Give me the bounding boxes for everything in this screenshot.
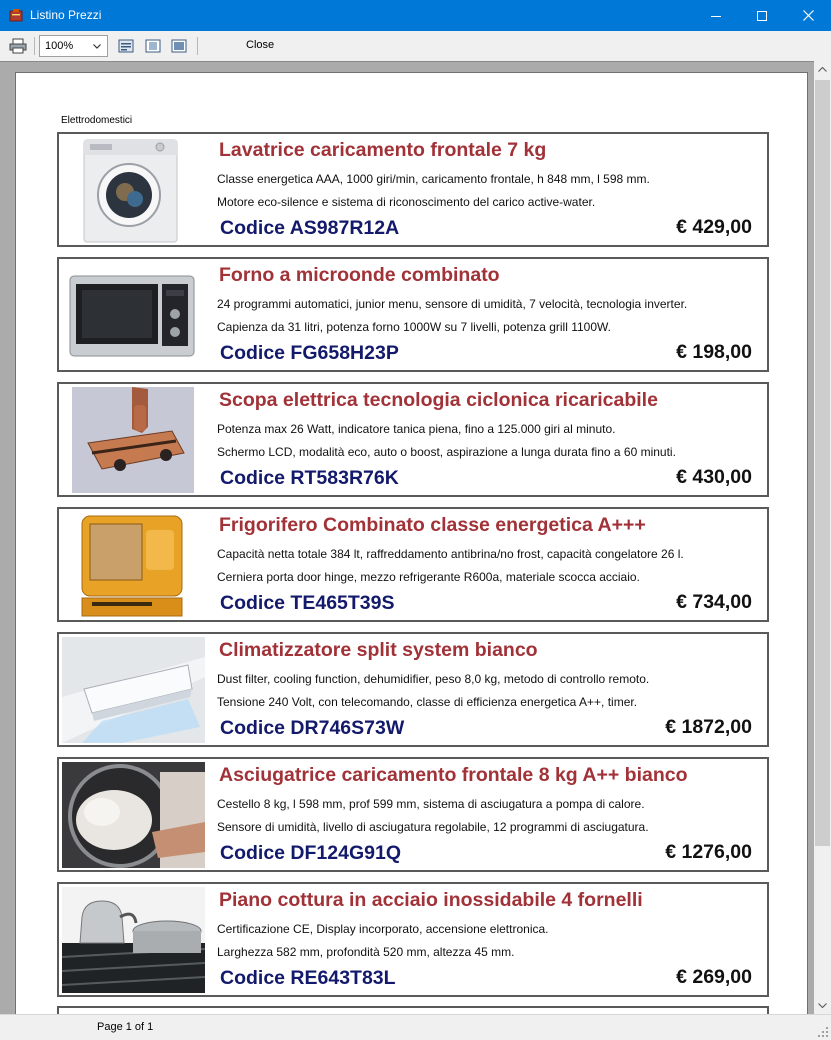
product-description: Schermo LCD, modalità eco, auto o boost, aspirazione a lunga durata fino a 60 minuti. [217, 445, 676, 459]
maximize-button[interactable] [739, 0, 785, 31]
chevron-down-icon [818, 1003, 827, 1008]
print-icon [9, 38, 27, 54]
washing-machine-image [62, 137, 205, 243]
product-price: € 198,00 [676, 341, 752, 363]
single-page-icon [145, 39, 161, 53]
product-name: Asciugatrice caricamento frontale 8 kg A++ bianco [219, 764, 688, 786]
window-title: Listino Prezzi [30, 8, 102, 22]
maximize-icon [757, 11, 767, 21]
product-price: € 1872,00 [665, 716, 752, 738]
product-description: Tensione 240 Volt, con telecomando, classe di efficienza energetica A++, timer. [217, 695, 638, 709]
toolbar [0, 31, 831, 61]
product-code: Codice RT583R76K [220, 467, 399, 489]
product-price: € 429,00 [676, 216, 752, 238]
product-code: Codice DF124G91Q [220, 842, 401, 864]
product-card [57, 882, 769, 997]
product-code: Codice FG658H23P [220, 342, 399, 364]
product-description: Larghezza 582 mm, profondità 520 mm, altezza 45 mm. [217, 945, 515, 959]
page-indicator: Page 1 of 1 [97, 1021, 154, 1033]
product-code: Codice RE643T83L [220, 967, 396, 989]
air-conditioner-image [62, 637, 205, 743]
product-price: € 734,00 [676, 591, 752, 613]
vacuum-cleaner-image [62, 387, 205, 493]
product-description: Classe energetica AAA, 1000 giri/min, caricamento frontale, h 848 mm, l 598 mm. [217, 172, 650, 186]
product-description: Capienza da 31 litri, potenza forno 1000W su 7 livelli, potenza grill 1100W. [217, 320, 612, 334]
product-name: Lavatrice caricamento frontale 7 kg [219, 139, 547, 161]
product-name: Climatizzatore split system bianco [219, 639, 538, 661]
print-button[interactable] [7, 35, 29, 57]
scroll-up-button[interactable] [814, 61, 831, 78]
minimize-button[interactable] [693, 0, 739, 31]
product-description: Certificazione CE, Display incorporato, accensione elettronica. [217, 922, 549, 936]
zoom-value: 100% [45, 40, 74, 52]
close-button[interactable]: Close [246, 39, 275, 51]
product-name: Piano cottura in acciaio inossidabile 4 fornelli [219, 889, 643, 911]
product-card [57, 382, 769, 497]
product-description: Motore eco-silence e sistema di riconoscimento del carico active-water. [217, 195, 596, 209]
minimize-icon [711, 11, 721, 21]
single-page-button[interactable] [142, 35, 164, 57]
product-description: Cerniera porta door hinge, mezzo refrigerante R600a, materiale scocca acciaio. [217, 570, 640, 584]
resize-grip-icon[interactable] [817, 1026, 829, 1038]
product-description: 24 programmi automatici, junior menu, sensore di umidità, 7 velocità, tecnologia inverter. [217, 297, 688, 311]
product-card [57, 757, 769, 872]
cooktop-image [62, 887, 205, 993]
product-name: Frigorifero Combinato classe energetica A+++ [219, 514, 646, 536]
product-card [57, 257, 769, 372]
product-name: Forno a microonde combinato [219, 264, 500, 286]
product-description: Dust filter, cooling function, dehumidifier, peso 8,0 kg, metodo di controllo remoto. [217, 672, 650, 686]
chevron-up-icon [818, 67, 827, 72]
zoom-select[interactable] [39, 35, 108, 57]
product-description: Capacità netta totale 384 lt, raffreddamento antibrina/no frost, capacità congelatore 26 l. [217, 547, 684, 561]
dryer-image [62, 762, 205, 868]
page-setup-button[interactable] [115, 35, 137, 57]
product-code: Codice TE465T39S [220, 592, 395, 614]
close-icon [803, 10, 814, 21]
app-icon [9, 8, 23, 22]
product-price: € 1276,00 [665, 841, 752, 863]
page-setup-icon [118, 39, 134, 53]
multi-page-icon [171, 39, 187, 53]
product-description: Sensore di umidità, livello di asciugatura regolabile, 12 programmi di asciugatura. [217, 820, 649, 834]
product-price: € 430,00 [676, 466, 752, 488]
category-label: Elettrodomestici [61, 115, 133, 126]
refrigerator-image [62, 512, 205, 618]
toolbar-separator [34, 37, 35, 55]
vertical-scrollbar[interactable] [814, 61, 831, 1014]
product-card [57, 632, 769, 747]
title-bar [0, 0, 831, 31]
status-bar [0, 1014, 831, 1040]
product-code: Codice AS987R12A [220, 217, 400, 239]
chevron-down-icon [93, 44, 101, 49]
product-description: Cestello 8 kg, l 598 mm, prof 599 mm, sistema di asciugatura a pompa di calore. [217, 797, 645, 811]
close-window-button[interactable] [785, 0, 831, 31]
toolbar-separator [197, 37, 198, 55]
product-code: Codice DR746S73W [220, 717, 405, 739]
product-description: Potenza max 26 Watt, indicatore tanica piena, fino a 125.000 giri al minuto. [217, 422, 616, 436]
multi-page-button[interactable] [168, 35, 190, 57]
microwave-image [62, 262, 205, 368]
scrollbar-thumb[interactable] [815, 80, 830, 846]
report-page [15, 72, 808, 1032]
product-card [57, 507, 769, 622]
product-price: € 269,00 [676, 966, 752, 988]
document-viewport[interactable] [0, 61, 831, 1014]
scroll-down-button[interactable] [814, 997, 831, 1014]
product-name: Scopa elettrica tecnologia ciclonica ricaricabile [219, 389, 658, 411]
product-card [57, 132, 769, 247]
